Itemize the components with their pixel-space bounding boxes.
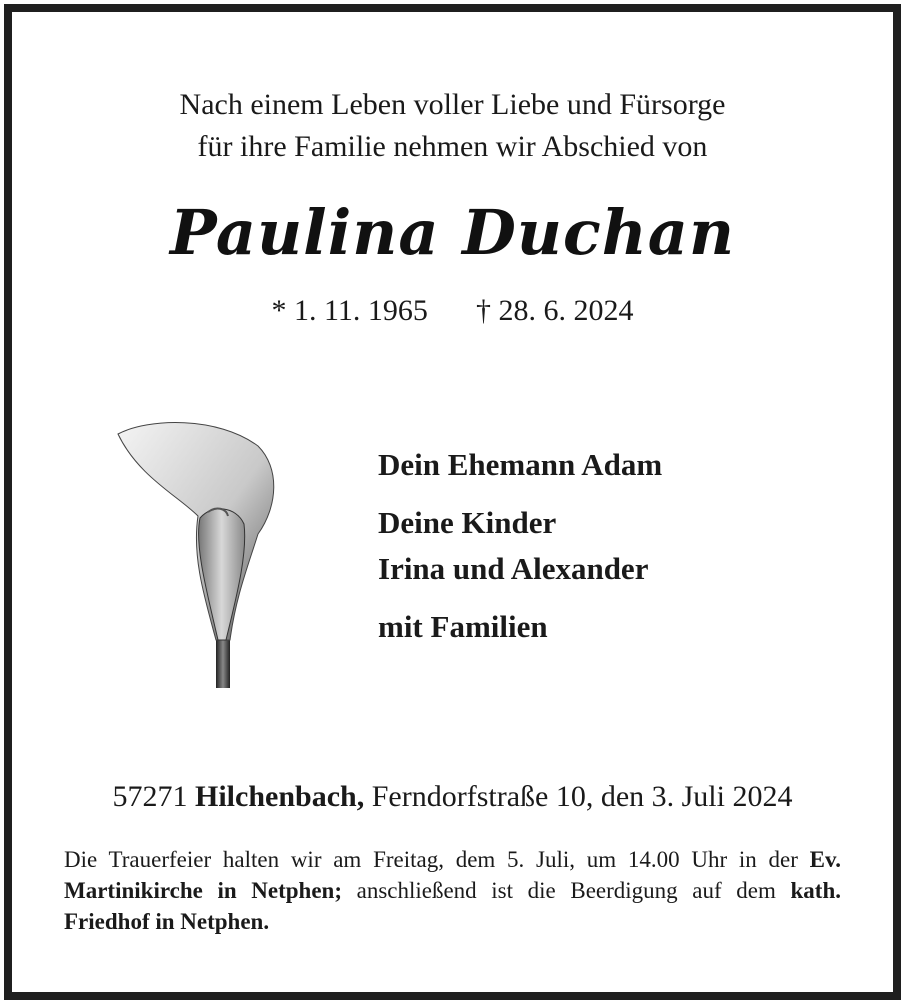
deceased-name: Paulina Duchan xyxy=(169,196,736,269)
cemetery-name: kath. Friedhof in Netphen. xyxy=(64,878,842,934)
intro-line-2: für ihre Familie nehmen wir Abschied von xyxy=(197,130,708,163)
life-dates xyxy=(12,294,893,328)
death-date: † 28. 6. 2024 xyxy=(475,294,634,327)
children-heading: Deine Kinder xyxy=(378,505,557,540)
families-line: mit Familien xyxy=(378,609,548,644)
mourners-list xyxy=(378,442,662,650)
birth-date: * 1. 11. 1965 xyxy=(271,294,428,327)
church-name: Ev. Martinikirche in Netphen; xyxy=(64,847,841,903)
funeral-info xyxy=(64,844,841,937)
postcode: 57271 xyxy=(112,780,188,813)
funeral-text-1: Die Trauerfeier halten wir am Freitag, dem 5. Juli, um 14.00 Uhr in der xyxy=(64,847,810,872)
spouse: Dein Ehemann Adam xyxy=(378,447,663,482)
intro-text xyxy=(12,84,893,168)
obituary-frame xyxy=(4,4,901,1000)
address-rest: Ferndorfstraße 10, den 3. Juli 2024 xyxy=(371,780,793,813)
children-names: Irina und Alexander xyxy=(378,551,649,586)
calla-lily-icon xyxy=(108,416,288,696)
address-line xyxy=(12,780,893,814)
intro-line-1: Nach einem Leben voller Liebe und Fürsorge xyxy=(179,88,726,121)
funeral-text-2: anschließend ist die Beerdigung auf dem xyxy=(341,878,791,903)
city: Hilchenbach, xyxy=(195,780,365,813)
